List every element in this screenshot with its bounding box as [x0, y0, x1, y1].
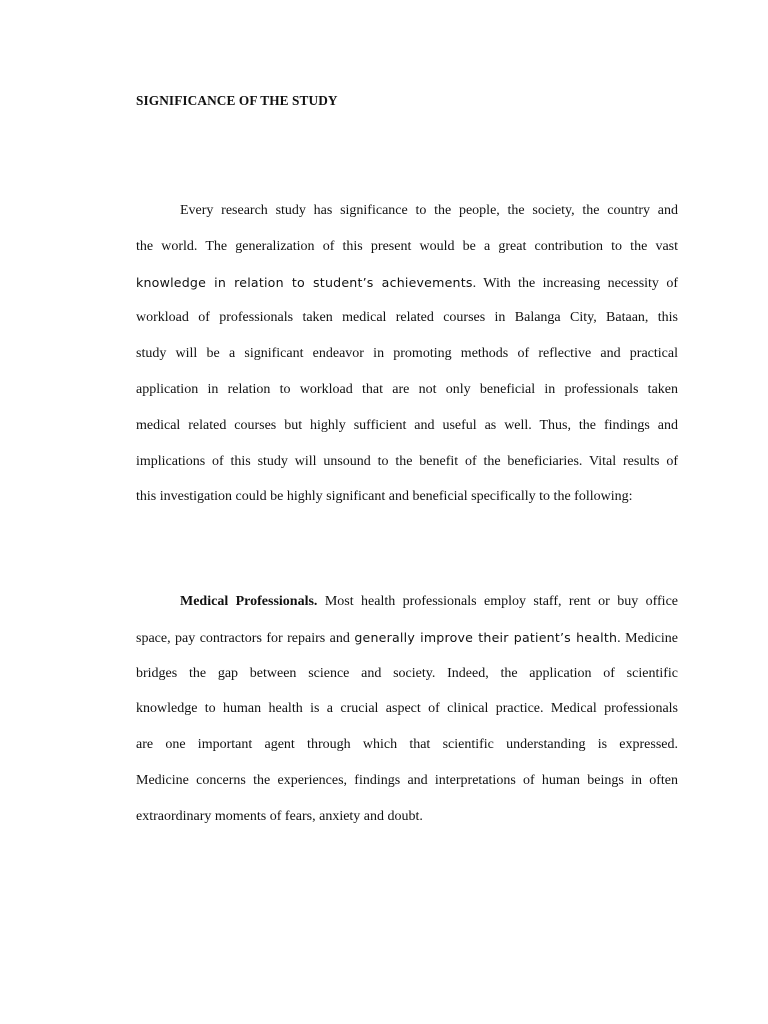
paragraph-line: workload of professionals taken medical related courses in Balanga City, Bataan, this	[136, 310, 678, 326]
paragraph-line: medical related courses but highly sufficient and useful as well. Thus, the findings and	[136, 417, 678, 433]
paragraph-line: implications of this study will unsound to the benefit of the beneficiaries. Vital results of	[136, 453, 678, 469]
paragraph-line: extraordinary moments of fears, anxiety and doubt.	[136, 808, 423, 824]
section-heading: SIGNIFICANCE OF THE STUDY	[136, 93, 338, 108]
paragraph-line: study will be a significant endeavor in promoting methods of reflective and practical	[136, 346, 678, 362]
paragraph-line	[136, 620, 678, 656]
medical-professionals-paragraph	[136, 584, 678, 835]
paragraph-text-run: Most health professionals employ staff, rent or buy office	[317, 594, 678, 609]
paragraph-line: the world. The generalization of this present would be a great contribution to the vast	[136, 238, 678, 254]
paragraph-text-run: . With the increasing necessity of	[472, 275, 678, 291]
paragraph-line: bridges the gap between science and society. Indeed, the application of scientific	[136, 665, 678, 681]
intro-paragraph	[136, 193, 678, 515]
paragraph-text-run: generally improve their patient’s health	[354, 629, 618, 645]
paragraph-line: application in relation to workload that are not only beneficial in professionals taken	[136, 381, 678, 397]
paragraph-text-run: space, pay contractors for repairs and	[136, 630, 355, 646]
paragraph-text-run: knowledge in relation to student’s achievements	[136, 274, 473, 290]
paragraph-line	[136, 265, 678, 301]
paragraph-line: are one important agent through which that scientific understanding is expressed.	[136, 737, 678, 753]
paragraph-line: Medicine concerns the experiences, findings and interpretations of human beings in often	[136, 772, 678, 788]
paragraph-lead-term: Medical Professionals.	[180, 594, 318, 609]
paragraph-line	[136, 584, 678, 620]
paragraph-text-run: . Medicine	[617, 630, 678, 646]
paragraph-line: this investigation could be highly significant and beneficial specifically to the following:	[136, 489, 633, 505]
paragraph-line: Every research study has significance to the people, the society, the country and	[180, 203, 678, 218]
paragraph-line: knowledge to human health is a crucial aspect of clinical practice. Medical professionals	[136, 701, 678, 717]
